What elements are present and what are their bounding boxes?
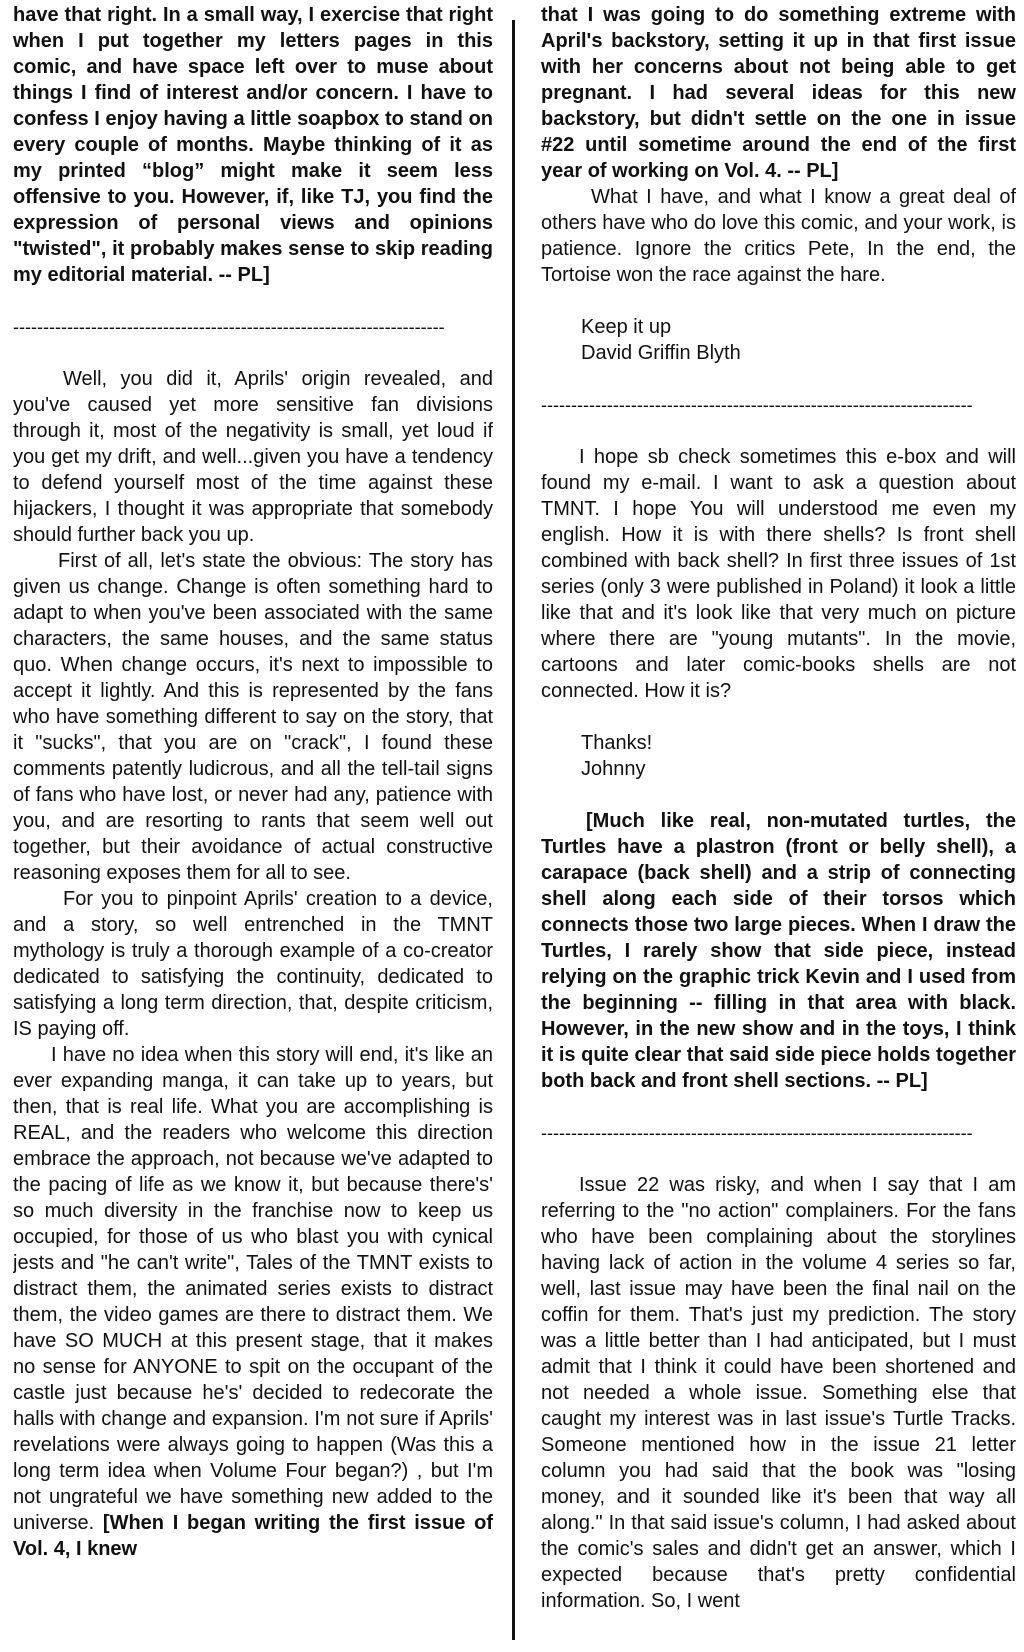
spacer	[541, 418, 1016, 444]
letter-paragraph: For you to pinpoint Aprils' creation to a device, and a story, so well entrenched in the TMNT mythology is truly a thorough example of a co-creator dedicated to satisfying the continuity, dedicated to satisfying a long term direction, that, despite criticism, IS paying off.	[13, 888, 493, 1040]
signature: Johnny	[581, 758, 646, 780]
signature: David Griffin Blyth	[581, 342, 741, 364]
spacer	[541, 1146, 1016, 1172]
left-column	[13, 2, 493, 1652]
right-column	[541, 2, 1016, 1652]
spacer	[541, 1094, 1016, 1120]
letter-paragraph: I hope sb check sometimes this e-box and will found my e-mail. I want to ask a question about TMNT. I hope You will understood me even my english. How it is with there shells? Is front shell combined with back shell? In first three issues of 1st series (only 3 were published in Poland) it look a little like that and it's look like that very much on picture where there are "young mutants". In the movie, cartoons and later comic-books shells are not connected. How it is?	[541, 446, 1016, 702]
column-divider	[512, 20, 515, 1640]
letter-paragraph: First of all, let's state the obvious: The story has given us change. Change is often something hard to adapt to when you've been associated with the same characters, the same houses, and the same status quo. When change occurs, it's next to impossible to accept it lightly. And this is represented by the fans who have something different to say on the story, that it "sucks", that you are on "crack", I found these comments patently ludicrous, and all the tell-tail signs of fans who have lost, or never had any, patience with you, and are resorting to rants that seem well out together, but their avoidance of actual constructive reasoning exposes them for all to see.	[13, 550, 493, 884]
letter-text: I have no idea when this story will end, it's like an ever expanding manga, it can take up to years, but then, that is real life. What you are accomplishing is REAL, and the readers who welcome this direction embrace the approach, not because we've adapted to the pacing of life as we know it, but because there's' so much diversity in the franchise now to keep us occupied, for those of us who blast you with cynical jests and "he can't write", Tales of the TMNT exists to distract them, the animated series exists to distract them, the video games are there to distract them. We have SO MUCH at this present stage, that it makes no sense for ANYONE to spit on the occupant of the castle just because he's' decided to redecorate the halls with change and expansion. I'm not sure if Aprils' revelations were always going to happen (Was this a long term idea when Volume Four began?) , but I'm not ungrateful we have something new added to the universe.	[13, 1044, 493, 1534]
editor-reply-start: [When I began writing the first issue of Vol. 4, I knew	[13, 1512, 493, 1560]
letter-paragraph: Well, you did it, Aprils' origin revealed, and you've caused yet more sensitive fan divisions through it, most of the negativity is small, yet loud if you get my drift, and well...given you have a tendency to defend yourself most of the time against these hijackers, I thought it was appropriate that somebody should further back you up.	[13, 368, 493, 546]
signoff: Thanks!	[581, 732, 653, 754]
spacer	[541, 288, 1016, 314]
section-separator: ------------------------------------------------------------------------	[541, 1123, 973, 1143]
editor-reply-continued: that I was going to do something extreme with April's backstory, setting it up in that first issue with her concerns about not being able to get pregnant. I had several ideas for this new backstory, but didn't settle on the one in issue #22 until sometime around the end of the first year of working on Vol. 4. -- PL]	[541, 4, 1016, 182]
letter-paragraph	[13, 1042, 493, 1562]
section-separator: ------------------------------------------------------------------------	[13, 317, 445, 337]
letter-paragraph: What I have, and what I know a great deal of others have who do love this comic, and your work, is patience. Ignore the critics Pete, In the end, the Tortoise won the race against the hare.	[541, 186, 1016, 286]
signoff: Keep it up	[581, 316, 672, 338]
editor-reply: [Much like real, non-mutated turtles, the Turtles have a plastron (front or belly shell), a carapace (back shell) and a strip of connecting shell along each side of their torsos which connects those two large pieces. When I draw the Turtles, I rarely show that side piece, instead relying on the graphic trick Kevin and I used from the beginning -- filling in that area with black. However, in the new show and in the toys, I think it is quite clear that said side piece holds together both back and front shell sections. -- PL]	[541, 810, 1016, 1092]
spacer	[541, 366, 1016, 392]
spacer	[541, 782, 1016, 808]
spacer	[541, 704, 1016, 730]
spacer	[13, 288, 493, 314]
editorial-reply-end: have that right. In a small way, I exercise that right when I put together my letters pages in this comic, and have space left over to muse about things I find of interest and/or concern. I have to confess I enjoy having a little soapbox to stand on every couple of months. Maybe thinking of it as my printed “blog” might make it seem less offensive to you. However, if, like TJ, you find the expression of personal views and opinions "twisted", it probably makes sense to skip reading my editorial material. -- PL]	[13, 4, 493, 286]
letter-paragraph: Issue 22 was risky, and when I say that I am referring to the "no action" complainers. For the fans who have been complaining about the storylines having lack of action in the volume 4 series so far, well, last issue may have been the final nail on the coffin for them. That's just my prediction. The story was a little better than I had anticipated, but I must admit that I think it could have been shortened and not needed a whole issue. Something else that caught my interest was in last issue's Turtle Tracks. Someone mentioned how in the issue 21 letter column you had said that the book was "losing money, and it sounded like it's been that way all along." In that said issue's column, I had asked about the comic's sales and didn't get an answer, which I expected because that's pretty confidential information. So, I went	[541, 1174, 1016, 1612]
spacer	[13, 340, 493, 366]
section-separator: ------------------------------------------------------------------------	[541, 395, 973, 415]
